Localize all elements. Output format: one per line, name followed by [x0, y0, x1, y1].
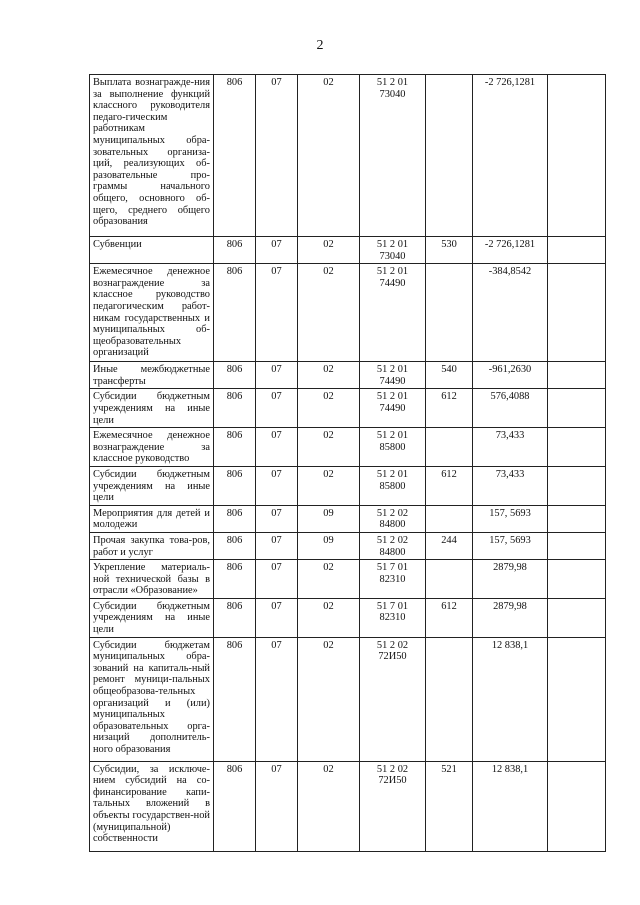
section-code-cell: 07 [256, 237, 298, 264]
row-name-cell: Субвенции [90, 237, 214, 264]
ministry-code-cell: 806 [214, 75, 256, 237]
row-name-cell: Субсидии бюджетным учреждениям на иные цели [90, 389, 214, 428]
extra-cell [548, 532, 606, 559]
target-article-cell: 51 2 01 73040 [360, 75, 426, 237]
table-row [90, 532, 606, 559]
amount-cell: -2 726,1281 [473, 237, 548, 264]
ministry-code-cell: 806 [214, 466, 256, 505]
expense-type-cell: 530 [426, 237, 473, 264]
extra-cell [548, 428, 606, 467]
subsection-code-cell: 02 [298, 75, 360, 237]
subsection-code-cell: 02 [298, 237, 360, 264]
amount-cell: 12 838,1 [473, 637, 548, 761]
table-row [90, 637, 606, 761]
extra-cell [548, 237, 606, 264]
table-row [90, 75, 606, 237]
amount-cell: -384,8542 [473, 264, 548, 362]
target-article-cell: 51 2 01 74490 [360, 389, 426, 428]
row-name-cell: Ежемесячное денежное вознаграждение за классное руководство [90, 428, 214, 467]
subsection-code-cell: 09 [298, 505, 360, 532]
amount-cell: 576,4088 [473, 389, 548, 428]
ministry-code-cell: 806 [214, 637, 256, 761]
table-row [90, 505, 606, 532]
subsection-code-cell: 02 [298, 264, 360, 362]
page-number: 2 [316, 38, 324, 53]
section-code-cell: 07 [256, 560, 298, 599]
budget-table-body [90, 75, 606, 852]
section-code-cell: 07 [256, 761, 298, 851]
row-name-cell: Субсидии, за исключе-нием субсидий на со-финансирование капи-тальных вложений в объекты государствен-ной (муниципальной) собственности [90, 761, 214, 851]
section-code-cell: 07 [256, 389, 298, 428]
extra-cell [548, 598, 606, 637]
expense-type-cell: 612 [426, 598, 473, 637]
row-name-cell: Выплата вознагражде-ния за выполнение функций классного руководителя педаго-гическим работникам муниципальных обра-зовательных организа-ций, реализующих об-разовательные про-граммы начального общего, основного об-щего, среднего общего образования [90, 75, 214, 237]
row-name-cell: Укрепление материаль-ной технической базы в отрасли «Образование» [90, 560, 214, 599]
row-name-cell: Мероприятия для детей и молодежи [90, 505, 214, 532]
ministry-code-cell: 806 [214, 560, 256, 599]
target-article-cell: 51 2 01 73040 [360, 237, 426, 264]
budget-table [89, 74, 606, 852]
extra-cell [548, 264, 606, 362]
section-code-cell: 07 [256, 637, 298, 761]
extra-cell [548, 761, 606, 851]
amount-cell: -961,2630 [473, 362, 548, 389]
subsection-code-cell: 02 [298, 428, 360, 467]
target-article-cell: 51 7 01 82310 [360, 598, 426, 637]
section-code-cell: 07 [256, 75, 298, 237]
row-name-cell: Субсидии бюджетным учреждениям на иные цели [90, 466, 214, 505]
ministry-code-cell: 806 [214, 237, 256, 264]
subsection-code-cell: 02 [298, 598, 360, 637]
section-code-cell: 07 [256, 466, 298, 505]
expense-type-cell: 612 [426, 389, 473, 428]
ministry-code-cell: 806 [214, 505, 256, 532]
table-row [90, 362, 606, 389]
ministry-code-cell: 806 [214, 389, 256, 428]
ministry-code-cell: 806 [214, 532, 256, 559]
ministry-code-cell: 806 [214, 362, 256, 389]
extra-cell [548, 560, 606, 599]
section-code-cell: 07 [256, 428, 298, 467]
amount-cell: -2 726,1281 [473, 75, 548, 237]
amount-cell: 157, 5693 [473, 532, 548, 559]
amount-cell: 2879,98 [473, 560, 548, 599]
extra-cell [548, 362, 606, 389]
amount-cell: 2879,98 [473, 598, 548, 637]
amount-cell: 73,433 [473, 466, 548, 505]
expense-type-cell [426, 75, 473, 237]
expense-type-cell: 612 [426, 466, 473, 505]
table-row [90, 264, 606, 362]
ministry-code-cell: 806 [214, 264, 256, 362]
expense-type-cell [426, 428, 473, 467]
target-article-cell: 51 2 01 74490 [360, 264, 426, 362]
ministry-code-cell: 806 [214, 428, 256, 467]
target-article-cell: 51 2 01 74490 [360, 362, 426, 389]
amount-cell: 157, 5693 [473, 505, 548, 532]
table-row [90, 428, 606, 467]
table-row [90, 560, 606, 599]
table-row [90, 389, 606, 428]
target-article-cell: 51 2 02 72И50 [360, 637, 426, 761]
table-row [90, 761, 606, 851]
subsection-code-cell: 02 [298, 761, 360, 851]
subsection-code-cell: 09 [298, 532, 360, 559]
extra-cell [548, 75, 606, 237]
section-code-cell: 07 [256, 362, 298, 389]
subsection-code-cell: 02 [298, 389, 360, 428]
target-article-cell: 51 2 01 85800 [360, 466, 426, 505]
expense-type-cell [426, 560, 473, 599]
expense-type-cell: 521 [426, 761, 473, 851]
expense-type-cell [426, 505, 473, 532]
extra-cell [548, 466, 606, 505]
target-article-cell: 51 2 02 72И50 [360, 761, 426, 851]
section-code-cell: 07 [256, 598, 298, 637]
subsection-code-cell: 02 [298, 637, 360, 761]
table-row [90, 237, 606, 264]
section-code-cell: 07 [256, 532, 298, 559]
target-article-cell: 51 2 01 85800 [360, 428, 426, 467]
subsection-code-cell: 02 [298, 362, 360, 389]
amount-cell: 73,433 [473, 428, 548, 467]
expense-type-cell [426, 637, 473, 761]
target-article-cell: 51 2 02 84800 [360, 505, 426, 532]
extra-cell [548, 637, 606, 761]
expense-type-cell [426, 264, 473, 362]
section-code-cell: 07 [256, 505, 298, 532]
ministry-code-cell: 806 [214, 761, 256, 851]
target-article-cell: 51 2 02 84800 [360, 532, 426, 559]
row-name-cell: Прочая закупка това-ров, работ и услуг [90, 532, 214, 559]
subsection-code-cell: 02 [298, 466, 360, 505]
table-row [90, 598, 606, 637]
row-name-cell: Субсидии бюджетам муниципальных обра-зований на капиталь-ный ремонт муници-пальных общеобразова-тельных организаций и (или) муниципальных образовательных орга-низаций дополнитель-ного образования [90, 637, 214, 761]
row-name-cell: Ежемесячное денежное вознаграждение за классное руководство педагогическим работ-никам государственных и муниципальных об-щеобразовательных организаций [90, 264, 214, 362]
amount-cell: 12 838,1 [473, 761, 548, 851]
expense-type-cell: 244 [426, 532, 473, 559]
extra-cell [548, 505, 606, 532]
expense-type-cell: 540 [426, 362, 473, 389]
row-name-cell: Иные межбюджетные трансферты [90, 362, 214, 389]
target-article-cell: 51 7 01 82310 [360, 560, 426, 599]
row-name-cell: Субсидии бюджетным учреждениям на иные цели [90, 598, 214, 637]
section-code-cell: 07 [256, 264, 298, 362]
ministry-code-cell: 806 [214, 598, 256, 637]
extra-cell [548, 389, 606, 428]
table-row [90, 466, 606, 505]
subsection-code-cell: 02 [298, 560, 360, 599]
